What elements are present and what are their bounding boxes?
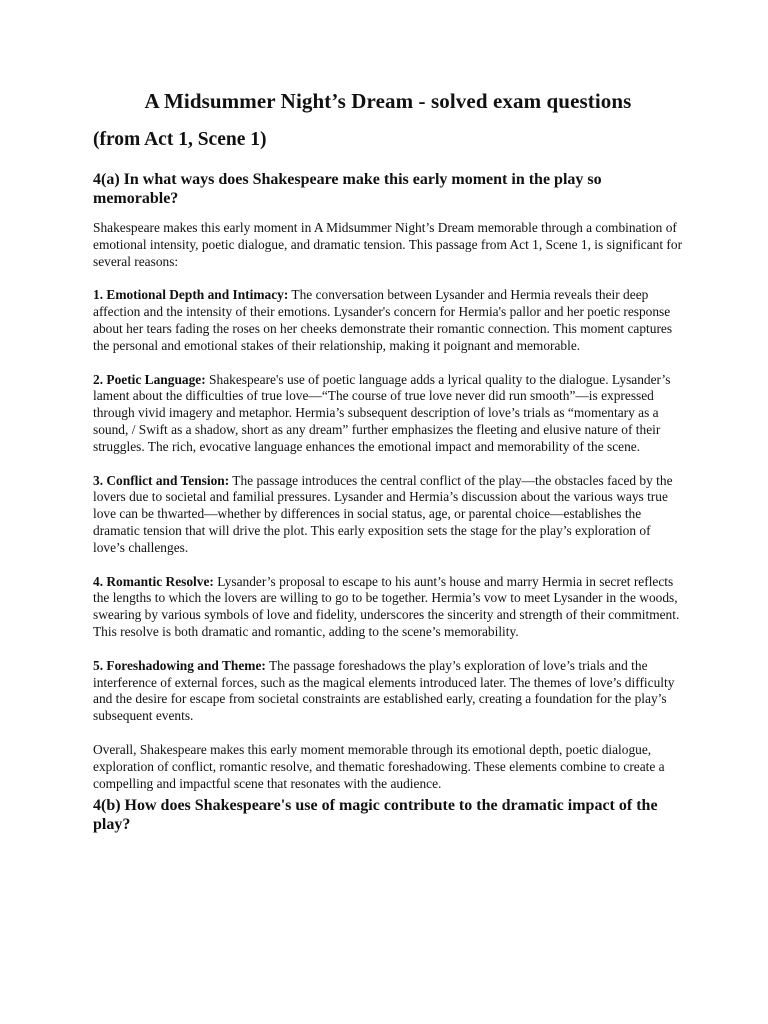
intro-paragraph: Shakespeare makes this early moment in A Midsummer Night’s Dream memorable through a combination of emotional intensity, poetic dialogue, and dramatic tension. This passage from Act 1, Scene 1, is significant for several reasons:: [93, 220, 683, 269]
point-heading: 4. Romantic Resolve:: [93, 573, 214, 589]
conclusion-paragraph: Overall, Shakespeare makes this early moment memorable through its emotional depth, poetic dialogue, exploration of conflict, romantic resolve, and thematic foreshadowing. These elements combine to create a compelling and impactful scene that resonates with the audience.: [93, 741, 665, 791]
document-title: A Midsummer Night’s Dream - solved exam questions: [144, 89, 632, 113]
point-heading: 5. Foreshadowing and Theme:: [93, 657, 266, 673]
point-heading: 3. Conflict and Tension:: [93, 472, 230, 488]
point-text: Lysander’s proposal to escape to his aunt’s house and marry Hermia in secret reflects the lengths to which the lovers are willing to go to be together. Hermia’s vow to meet Lysander in the woods, swearing by various symbols of love and fidelity, underscores the sincerity and strength of their commitment. This resolve is both dramatic and romantic, adding to the scene’s memorability.: [93, 573, 680, 639]
point-paragraph: [93, 658, 683, 725]
point-heading: 2. Poetic Language:: [93, 371, 206, 387]
point-paragraph: [93, 574, 683, 641]
document-page: [93, 88, 683, 846]
point-paragraph: [93, 287, 683, 354]
point-text: The conversation between Lysander and Hermia reveals their deep affection and the intensity of their emotions. Lysander's concern for Hermia's pallor and her poetic response about her tears fading the roses on her cheeks demonstrate their romantic connection. This moment captures the personal and emotional stakes of their relationship, making it poignant and memorable.: [93, 287, 673, 353]
point-paragraph: [93, 372, 683, 456]
document-subtitle: (from Act 1, Scene 1): [93, 129, 267, 150]
question-4a: 4(a) In what ways does Shakespeare make this early moment in the play so memorable?: [93, 171, 602, 207]
point-text: The passage introduces the central conflict of the play—the obstacles faced by the lovers due to societal and familial pressures. Lysander and Hermia’s discussion about the various ways true love can be thwarted—whether by differences in social status, age, or parental choice—establishes the dramatic tension that will drive the plot. This early exposition sets the stage for the play’s exploration of love’s challenges.: [93, 472, 673, 555]
point-paragraph: [93, 473, 683, 557]
point-text: The passage foreshadows the play’s exploration of love’s trials and the interference of external forces, such as the magical elements introduced later. The themes of love’s difficulty and the desire for escape from societal constraints are established early, creating a foundation for the play’s subsequent events.: [93, 657, 675, 724]
question-4b: 4(b) How does Shakespeare's use of magic contribute to the dramatic impact of the play?: [93, 797, 658, 834]
point-heading: 1. Emotional Depth and Intimacy:: [93, 287, 289, 303]
point-text: Shakespeare's use of poetic language adds a lyrical quality to the dialogue. Lysander’s lament about the difficulties of true love—“The course of true love never did run smooth”—is expressed through vivid imagery and metaphor. Hermia’s subsequent description of love’s trials as “momentary as a sound, / Swift as a shadow, short as any dream” further emphasizes the fleeting and elusive nature of their struggles. The rich, evocative language enhances the emotional impact and memorability of the scene.: [93, 371, 671, 454]
